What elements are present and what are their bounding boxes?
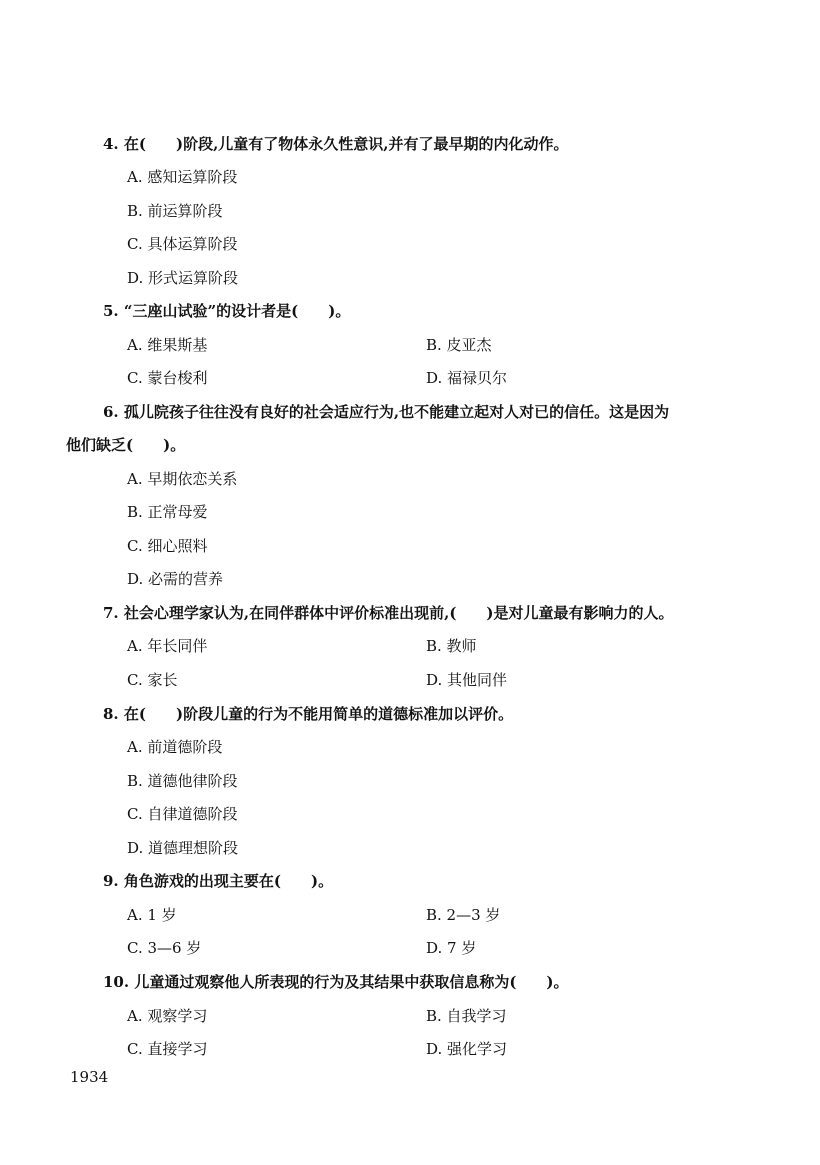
question-9-option-c: C. 3—6 岁	[127, 939, 202, 957]
question-8-option-b: B. 道德他律阶段	[127, 772, 238, 790]
question-6-option-d: D. 必需的营养	[127, 570, 224, 588]
question-5-option-a: A. 维果斯基	[127, 336, 208, 354]
question-9-option-a: A. 1 岁	[127, 906, 177, 924]
question-5-option-c: C. 蒙台梭利	[127, 369, 208, 387]
question-7-option-a: A. 年长同伴	[127, 637, 208, 655]
question-8-option-c: C. 自律道德阶段	[127, 805, 238, 823]
question-4-stem: 4. 在( )阶段,儿童有了物体永久性意识,并有了最早期的内化动作。	[103, 135, 569, 153]
question-4-option-d: D. 形式运算阶段	[127, 269, 239, 287]
question-9-option-d: D. 7 岁	[426, 939, 477, 957]
question-8-option-a: A. 前道德阶段	[127, 738, 223, 756]
question-8-option-d: D. 道德理想阶段	[127, 839, 239, 857]
question-10-option-a: A. 观察学习	[127, 1007, 208, 1025]
question-7-stem: 7. 社会心理学家认为,在同伴群体中评价标准出现前,( )是对儿童最有影响力的人。	[103, 604, 674, 622]
question-5-option-b: B. 皮亚杰	[426, 336, 492, 354]
question-6-stem-line1: 6. 孤儿院孩子往往没有良好的社会适应行为,也不能建立起对人对已的信任。这是因为	[103, 403, 670, 421]
question-6-option-b: B. 正常母爱	[127, 503, 208, 521]
question-7-option-c: C. 家长	[127, 671, 178, 689]
question-10-option-b: B. 自我学习	[426, 1007, 507, 1025]
question-7-option-d: D. 其他同伴	[426, 671, 508, 689]
question-10-stem: 10. 儿童通过观察他人所表现的行为及其结果中获取信息称为( )。	[103, 973, 569, 991]
question-9-option-b: B. 2—3 岁	[426, 906, 501, 924]
question-6-stem-line2: 他们缺乏( )。	[66, 436, 186, 454]
page-number: 1934	[70, 1068, 109, 1086]
question-5-option-d: D. 福禄贝尔	[426, 369, 508, 387]
question-4-option-c: C. 具体运算阶段	[127, 235, 238, 253]
question-6-option-c: C. 细心照料	[127, 537, 208, 555]
question-9-stem: 9. 角色游戏的出现主要在( )。	[103, 872, 334, 890]
question-10-option-c: C. 直接学习	[127, 1040, 208, 1058]
question-5-stem: 5. “三座山试验”的设计者是( )。	[103, 302, 351, 320]
question-4-option-b: B. 前运算阶段	[127, 202, 223, 220]
question-10-option-d: D. 强化学习	[426, 1040, 508, 1058]
question-6-option-a: A. 早期依恋关系	[127, 470, 238, 488]
question-7-option-b: B. 教师	[426, 637, 477, 655]
question-4-option-a: A. 感知运算阶段	[127, 168, 238, 186]
question-8-stem: 8. 在( )阶段儿童的行为不能用简单的道德标准加以评价。	[103, 705, 514, 723]
